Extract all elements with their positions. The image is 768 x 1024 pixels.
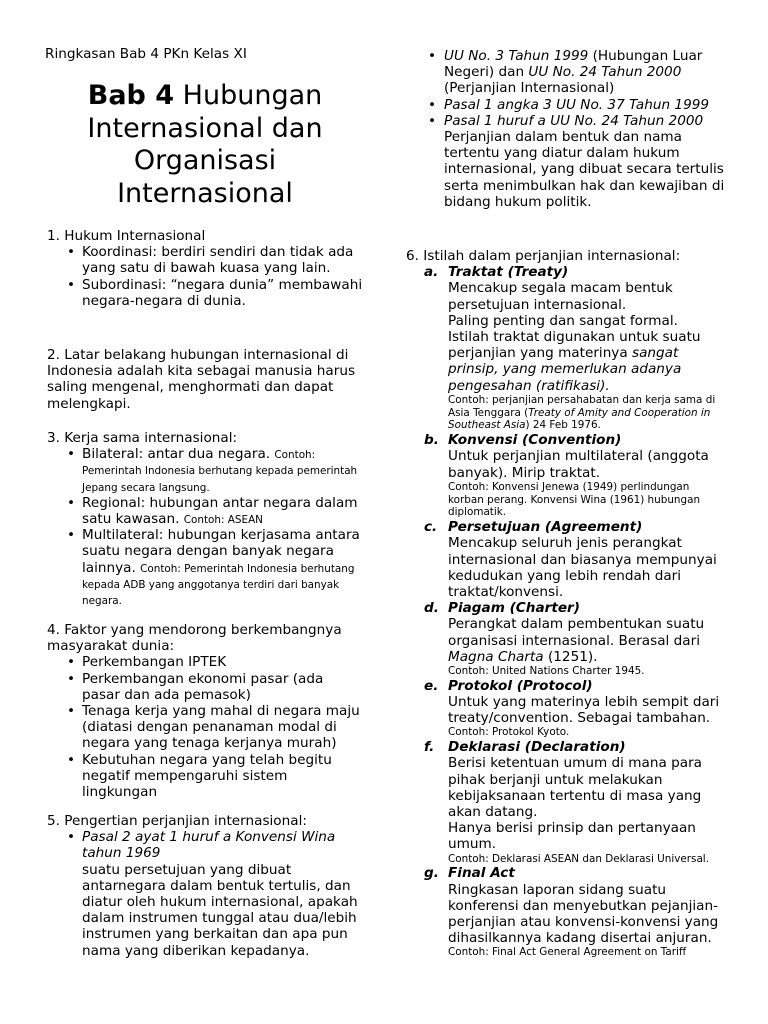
chapter-name: Hubungan Internasional dan Organisasi Internasional [87,80,323,209]
term-item: c. Persetujuan (Agreement) Mencakup seluruh jenis perangkat internasional dan biasanya mempunyai kedudukan yang lebih rendah dari traktat/konvensi. [406,519,728,600]
term-letter: f. [424,739,435,756]
bullet-icon: • [428,48,437,64]
bullet-icon: • [67,446,76,463]
list-item: • UU No. 3 Tahun 1999 (Hubungan Luar Negeri) dan UU No. 24 Tahun 2000 (Perjanjian Internasional) [428,48,703,97]
bullet-icon: • [67,527,76,544]
term-item: b. Konvensi (Convention) Untuk perjanjian multilateral (anggota banyak). Mirip traktat. Contoh: Konvensi Jenewa (1949) perlindungan korban perang. Konvensi Wina (1961) hubungan diplomatik. [406,432,728,519]
list-item: • Regional: hubungan antar negara dalam satu kawasan. Contoh: ASEAN [67,494,358,528]
term-title: Traktat (Treaty) [448,264,569,281]
section-heading: 3. Kerja sama internasional: [47,430,238,446]
list-item: • Bilateral: antar dua negara. Contoh: Pemerintah Indonesia berhutang kepada pemerintah Jepang secara langsung. [67,446,358,494]
example-text: Contoh: Konvensi Jenewa (1949) perlindungan korban perang. Konvensi Wina (1961) hubungan diplomatik. [448,480,701,519]
section-2 [45,347,365,412]
bullet-icon: • [67,703,76,720]
bullet-icon: • [428,96,437,113]
term-letter: g. [424,865,439,882]
section-1 [45,228,365,309]
list-item: • Tenaga kerja yang mahal di negara maju (diatasi dengan penanaman modal di negara yang tenaga kerjanya murah) [67,703,360,752]
legal-reference: UU No. 24 Tahun 2000 [528,64,682,81]
section-3 [45,430,365,608]
bullet-icon: • [67,829,76,846]
bullet-list [45,829,365,959]
term-letter: d. [424,600,439,617]
term-title: Konvensi (Convention) [448,432,622,449]
section-heading: 4. Faktor yang mendorong berkembangnya masyarakat dunia: [47,622,342,655]
example-text: Contoh: Pemerintah Indonesia berhutang kepada ADB yang anggotanya terdiri dari banyak negara. [82,562,355,608]
term-item: d. Piagam (Charter) Perangkat dalam pembentukan suatu organisasi internasional. Berasal dari Magna Charta (1251). Contoh: United Nations Charter 1945. [406,600,728,678]
document-header: Ringkasan Bab 4 PKn Kelas XI [45,46,247,62]
term-item: e. Protokol (Protocol) Untuk yang materinya lebih sempit dari treaty/convention. Sebagai tambahan. Contoh: Protokol Kyoto. [406,678,728,739]
term-title: Persetujuan (Agreement) [448,519,643,536]
section-6 [406,248,728,959]
example-text: Contoh: Deklarasi ASEAN dan Deklarasi Universal. [448,852,709,865]
section-heading: 6. Istilah dalam perjanjian internasional: [406,248,681,264]
term-letter: e. [424,677,439,694]
bullet-list [45,446,365,608]
list-item: • Multilateral: hubungan kerjasama antara suatu negara dengan banyak negara lainnya. Contoh: Pemerintah Indonesia berhutang kepada ADB yang anggotanya terdiri dari banyak negara. [67,527,360,608]
legal-reference: UU No. 3 Tahun 1999 [444,48,589,64]
legal-reference: Pasal 1 angka 3 UU No. 37 Tahun 1999 [444,96,710,113]
term-title: Protokol (Protocol) [448,677,593,694]
term-item: a. Traktat (Treaty) Mencakup segala macam bentuk persetujuan internasional. Paling penting dan sangat formal. Istilah traktat digunakan untuk suatu perjanjian yang materinya sangat prinsip, yang memerlukan adanya pengesahan (ratifikasi). Contoh: perjanjian persahabatan dan kerja sama di Asia Tenggara (Treaty of Amity and Cooperation in Southeast Asia) 24 Feb 1976. [406,264,728,432]
bullet-icon: • [67,670,76,687]
list-item [406,97,728,113]
example-text: Contoh: Protokol Kyoto. [448,726,570,739]
term-item: f. Deklarasi (Declaration) Berisi ketentuan umum di mana para pihak berjanji untuk melakukan kebijaksanaan tertentu di masa yang akan datang. Hanya berisi prinsip dan pertanyaan umum. Contoh: Deklarasi ASEAN dan Deklarasi Universal. [406,739,728,865]
term-letter: b. [424,432,439,449]
bullet-icon: • [67,276,76,293]
term-letter: a. [424,264,439,281]
list-item: • Koordinasi: berdiri sendiri dan tidak ada yang satu di bawah kuasa yang lain. [67,244,354,277]
example-text: Contoh: Final Act General Agreement on Tariff [448,946,687,959]
section-4 [45,622,365,800]
bullet-list [406,48,728,210]
example-text: Contoh: perjanjian persahabatan dan kerja sama di Asia Tenggara (Treaty of Amity and Cooperation in Southeast Asia) 24 Feb 1976. [448,393,716,432]
term-item: g. Final Act Ringkasan laporan sidang suatu konferensi dan menyebutkan pejanjian-perjanjian atau konvensi-konvensi yang dihasilkannya kadang disertai anjuran. Contoh: Final Act General Agreement on Tariff [406,865,728,959]
term-title: Final Act [448,865,515,882]
list-item: • Perkembangan IPTEK [67,654,227,671]
bullet-list [45,244,365,309]
chapter-number: Bab 4 [87,80,175,111]
list-item: • Pasal 1 huruf a UU No. 24 Tahun 2000 Perjanjian dalam bentuk dan nama tertentu yang diatur dalam hukum internasional, yang dibuat secara tertulis serta menimbulkan hak dan kewajiban di bidang hukum politik. [428,112,725,210]
term-letter: c. [424,519,438,536]
section-5 [45,813,365,959]
example-text: Contoh: Pemerintah Indonesia berhutang kepada pemerintah Jepang secara langsung. [82,449,358,494]
section-heading: 5. Pengertian perjanjian internasional: [47,813,307,829]
bullet-icon: • [67,244,76,261]
legal-reference: Pasal 1 huruf a UU No. 24 Tahun 2000 [444,112,704,129]
section-paragraph: 2. Latar belakang hubungan internasional di Indonesia adalah kita sebagai manusia harus saling mengenal, menghormati dan dapat melengkapi. [47,347,356,412]
bullet-icon: • [67,654,76,671]
list-item: • Kebutuhan negara yang telah begitu negatif mempengaruhi sistem lingkungan [67,751,332,801]
term-title: Piagam (Charter) [448,600,580,617]
example-text: Contoh: United Nations Charter 1945. [448,665,645,678]
term-title: Deklarasi (Declaration) [448,739,626,756]
bullet-icon: • [428,112,437,129]
bullet-icon: • [67,494,76,511]
bullet-list [45,654,365,800]
legal-reference: Pasal 2 ayat 1 huruf a Konvensi Wina tahun 1969 [82,829,336,862]
section-heading: 1. Hukum Internasional [47,228,206,244]
list-item: • Subordinasi: “negara dunia” membawahi negara-negara di dunia. [67,276,363,309]
list-item: • Pasal 2 ayat 1 huruf a Konvensi Wina tahun 1969 suatu persetujuan yang dibuat antarnegara dalam bentuk tertulis, dan diatur oleh hukum internasional, apakah dalam instrumen tunggal atau dua/lebih instrumen yang berkaitan dan apa pun nama yang diberikan kepadanya. [67,829,358,959]
list-item: • Perkembangan ekonomi pasar (ada pasar dan ada pemasok) [67,670,324,703]
bullet-icon: • [67,751,76,768]
chapter-title [45,80,365,210]
example-text: Contoh: ASEAN [183,514,263,527]
